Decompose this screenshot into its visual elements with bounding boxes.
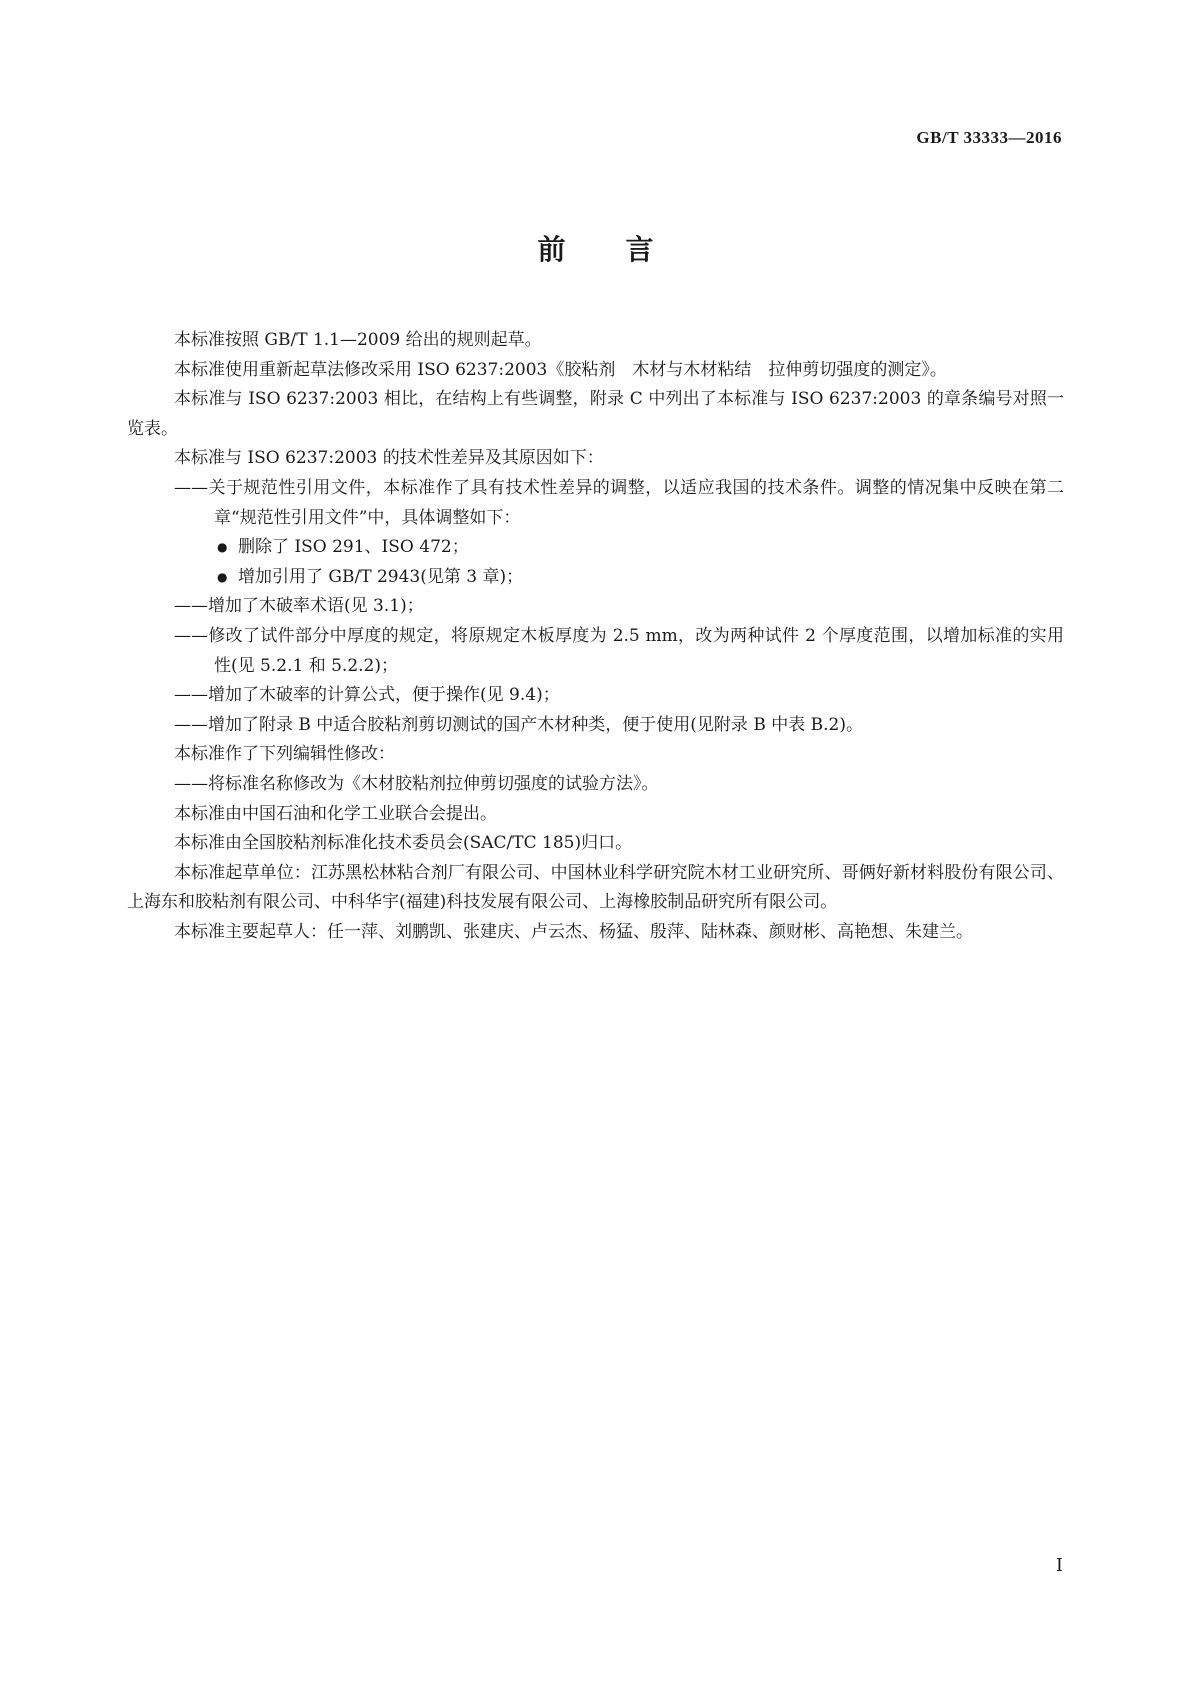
paragraph: 本标准使用重新起草法修改采用 ISO 6237:2003《胶粘剂 木材与木材粘结 拉伸剪切强度的测定》。	[174, 359, 947, 380]
bullet-text: 删除了 ISO 291、ISO 472；	[238, 537, 469, 558]
dash-list-item: ——增加了附录 B 中适合胶粘剂剪切测试的国产木材种类，便于使用(见附录 B 中表 B.2)。	[174, 714, 863, 735]
paragraph: 本标准按照 GB/T 1.1—2009 给出的规则起草。	[174, 330, 542, 350]
bullet-list-item	[127, 533, 1064, 563]
page-title: 前言	[537, 233, 714, 266]
standard-number: GB/T 33333—2016	[916, 128, 1062, 147]
page-number: I	[1055, 1555, 1063, 1576]
bullet-icon: ●	[217, 540, 228, 555]
dash-list-item: ——关于规范性引用文件，本标准作了具有技术性差异的调整，以适应我国的技术条件。调整的情况集中反映在第二章“规范性引用文件”中，具体调整如下：	[174, 477, 1064, 528]
paragraph: 本标准作了下列编辑性修改：	[174, 744, 395, 765]
paragraph: 本标准由全国胶粘剂标准化技术委员会(SAC/TC 185)归口。	[174, 833, 633, 854]
bullet-icon: ●	[217, 569, 228, 584]
bullet-list-item	[127, 563, 1064, 593]
paragraph: 本标准由中国石油和化学工业联合会提出。	[174, 803, 497, 824]
paragraph: 本标准主要起草人：任一萍、刘鹏凯、张建庆、卢云杰、杨猛、殷萍、陆林森、颜财彬、高艳想、朱建兰。	[174, 921, 973, 942]
paragraph: 本标准起草单位：江苏黑松林粘合剂厂有限公司、中国林业科学研究院木材工业研究所、哥俩好新材料股份有限公司、上海东和胶粘剂有限公司、中科华宇(福建)科技发展有限公司、上海橡胶制品研究所有限公司。	[127, 862, 1064, 913]
dash-list-item: ——将标准名称修改为《木材胶粘剂拉伸剪切强度的试验方法》。	[174, 773, 659, 794]
paragraph: 本标准与 ISO 6237:2003 相比，在结构上有些调整，附录 C 中列出了本标准与 ISO 6237:2003 的章条编号对照一览表。	[127, 389, 1064, 439]
dash-list-item: ——增加了木破率术语(见 3.1)；	[174, 596, 424, 617]
bullet-text: 增加引用了 GB/T 2943(见第 3 章)；	[238, 566, 524, 587]
dash-list-item: ——修改了试件部分中厚度的规定，将原规定木板厚度为 2.5 mm，改为两种试件 2 个厚度范围，以增加标准的实用性(见 5.2.1 和 5.2.2)；	[174, 625, 1064, 676]
paragraph: 本标准与 ISO 6237:2003 的技术性差异及其原因如下：	[174, 448, 604, 469]
dash-list-item: ——增加了木破率的计算公式，便于操作(见 9.4)；	[174, 685, 560, 706]
document-body	[127, 326, 1064, 947]
